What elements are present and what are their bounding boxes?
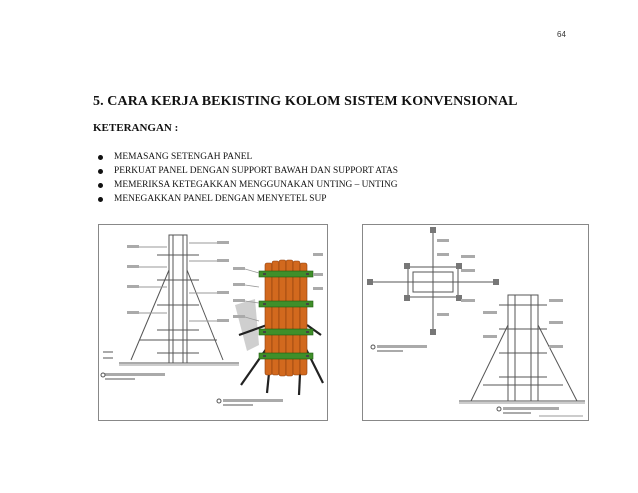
step-text: MEMERIKSA KETEGAKKAN MENGGUNAKAN UNTING – UNTING: [114, 180, 398, 190]
section-subtitle: KETERANGAN :: [93, 122, 179, 134]
list-item: [98, 150, 398, 164]
list-item: [98, 178, 398, 192]
list-item: [98, 164, 398, 178]
step-text: PERKUAT PANEL DENGAN SUPPORT BAWAH DAN SUPPORT ATAS: [114, 166, 398, 176]
bullet-icon: [98, 169, 103, 174]
drawing-panel-right: [362, 224, 589, 421]
bullet-icon: [98, 183, 103, 188]
drawing-panel-left: [98, 224, 328, 421]
bullet-icon: [98, 197, 103, 202]
step-text: MENEGAKKAN PANEL DENGAN MENYETEL SUP: [114, 194, 327, 204]
step-text: MEMASANG SETENGAH PANEL: [114, 152, 253, 162]
list-item: [98, 192, 398, 206]
bullet-icon: [98, 155, 103, 160]
page-number: 64: [557, 30, 566, 39]
column-formwork-side-view-drawing: [99, 225, 327, 420]
page-title: 5. CARA KERJA BEKISTING KOLOM SISTEM KONVENSIONAL: [93, 94, 518, 109]
steps-list: [98, 150, 398, 206]
column-formwork-plan-and-side-drawing: [363, 225, 588, 420]
